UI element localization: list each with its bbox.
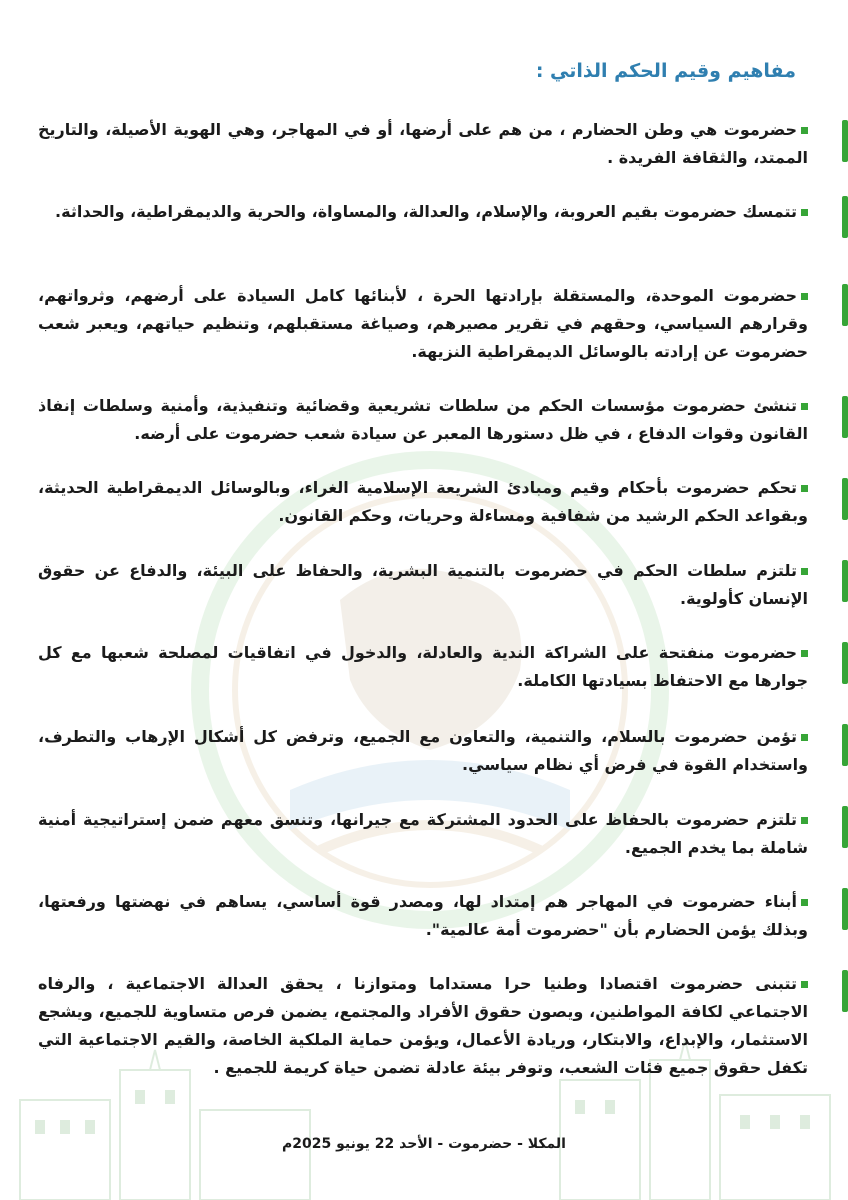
paragraph-6	[38, 557, 808, 613]
bullet-icon	[801, 127, 808, 134]
paragraph-4	[38, 392, 808, 448]
bullet-icon	[801, 568, 808, 575]
bullet-icon	[801, 817, 808, 824]
paragraph-10	[38, 888, 808, 944]
paragraph-text: تحكم حضرموت بأحكام وقيم ومبادئ الشريعة الإسلامية الغراء، وبالوسائل الديمقراطية الحديثة، وبقواعد الحكم الرشيد من شفافية ومساءلة وحريات، وحكم القانون.	[38, 478, 808, 525]
paragraph-text: حضرموت هي وطن الحضارم ، من هم على أرضها، أو في المهاجر، وهي الهوية الأصيلة، والتاريخ الممتد، والثقافة الفريدة .	[38, 120, 808, 167]
bullet-icon	[801, 981, 808, 988]
paragraph-5	[38, 474, 808, 530]
right-edge-decoration	[842, 0, 848, 1200]
paragraph-text: تنشئ حضرموت مؤسسات الحكم من سلطات تشريعية وقضائية وتنفيذية، وأمنية وسلطات إنفاذ القانون وقوات الدفاع ، في ظل دستورها المعبر عن سيادة شعب حضرموت على أرضه.	[38, 396, 808, 443]
paragraph-2	[38, 198, 808, 226]
paragraph-1	[38, 116, 808, 172]
bullet-icon	[801, 485, 808, 492]
paragraph-9	[38, 806, 808, 862]
bullet-icon	[801, 650, 808, 657]
paragraph-text: تلتزم حضرموت بالحفاظ على الحدود المشتركة مع جيرانها، وتنسق معهم ضمن إستراتيجية أمنية شاملة بما يخدم الجميع.	[38, 810, 808, 857]
paragraph-7	[38, 639, 808, 695]
bullet-icon	[801, 403, 808, 410]
paragraph-3	[38, 282, 808, 366]
bullet-icon	[801, 734, 808, 741]
bullet-icon	[801, 209, 808, 216]
paragraph-text: حضرموت منفتحة على الشراكة الندية والعادلة، والدخول في اتفاقيات لمصلحة شعبها مع كل جوارها مع الاحتفاظ بسيادتها الكاملة.	[38, 643, 808, 690]
paragraph-text: تلتزم سلطات الحكم في حضرموت بالتنمية البشرية، والحفاظ على البيئة، والدفاع عن حقوق الإنسان كأولوية.	[38, 561, 808, 608]
footer-place-date: المكلا - حضرموت - الأحد 22 يونيو 2025م	[282, 1136, 566, 1152]
paragraph-8	[38, 723, 808, 779]
paragraph-11	[38, 970, 808, 1082]
paragraph-text: أبناء حضرموت في المهاجر هم إمتداد لها، ومصدر قوة أساسي، يساهم في نهضتها ورفعتها، وبذلك يؤمن الحضارم بأن "حضرموت أمة عالمية".	[38, 892, 808, 939]
bullet-icon	[801, 899, 808, 906]
paragraph-text: تتبنى حضرموت اقتصادا وطنيا حرا مستداما ومتوازنا ، يحقق العدالة الاجتماعية ، والرفاه الاجتماعي لكافة المواطنين، ويصون حقوق الأفراد والمجتمع، يضمن فرص متساوية للجميع، ويشجع الاستثمار، والإبداع، والابتكار، وريادة الأعمال، ويؤمن حماية الملكية الخاصة، والقيم الاجتماعية التي تكفل حقوق جميع فئات الشعب، وتوفر بيئة عادلة تضمن حياة كريمة للجميع .	[38, 974, 808, 1077]
paragraph-text: حضرموت الموحدة، والمستقلة بإرادتها الحرة ، لأبنائها كامل السيادة على أرضهم، وثرواتهم، وقرارهم السياسي، وحقهم في تقرير مصيرهم، وصياغة مستقبلهم، وتنظيم حياتهم، ويعبر شعب حضرموت عن إرادته بالوسائل الديمقراطية النزيهة.	[38, 286, 808, 361]
page-title: مفاهيم وقيم الحكم الذاتي :	[535, 60, 796, 82]
paragraph-text: تتمسك حضرموت بقيم العروبة، والإسلام، والعدالة، والمساواة، والحرية والديمقراطية، والحداثة.	[55, 202, 797, 221]
paragraph-text: تؤمن حضرموت بالسلام، والتنمية، والتعاون مع الجميع، وترفض كل أشكال الإرهاب والتطرف، واستخدام القوة في فرض أي نظام سياسي.	[38, 727, 808, 774]
bullet-icon	[801, 293, 808, 300]
